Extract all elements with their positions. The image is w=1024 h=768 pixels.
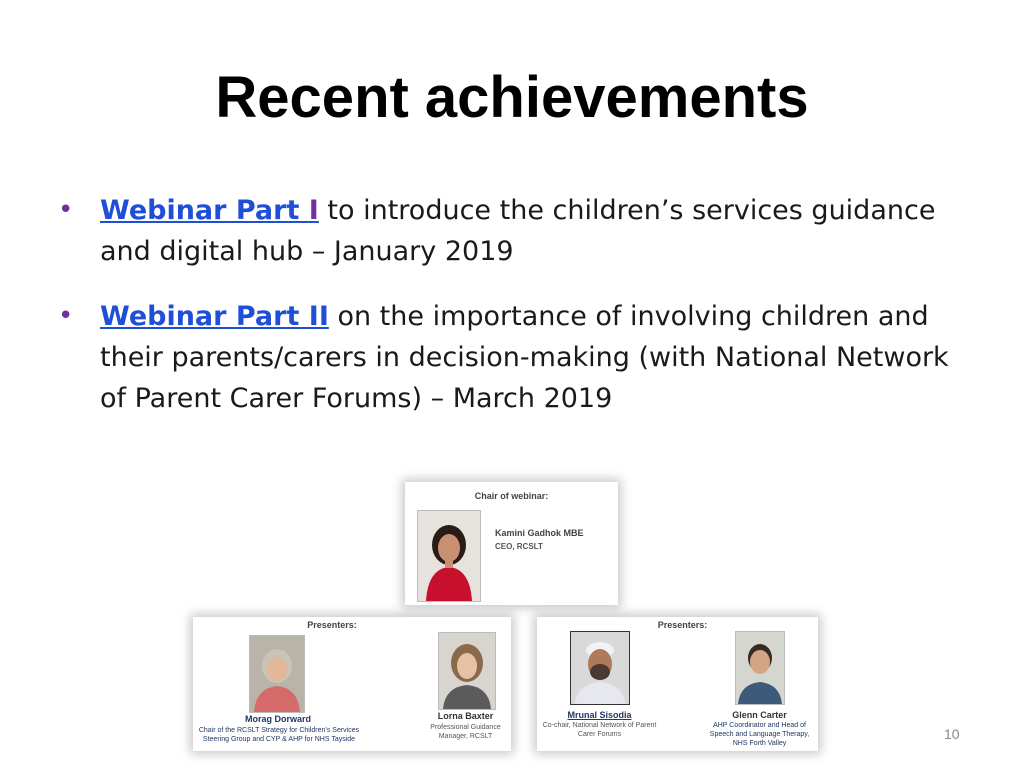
webinar-part-1-link[interactable] — [100, 195, 319, 226]
chair-card — [405, 482, 618, 605]
presenter-role-glenn: AHP Coordinator and Head of Speech and Language Therapy, NHS Forth Valley — [709, 722, 810, 747]
bullet-dot-icon: • — [58, 195, 74, 225]
presenter-name-lorna: Lorna Baxter — [437, 711, 494, 721]
chair-role: CEO, RCSLT — [495, 542, 543, 551]
bullet-text: on the importance of involving children and their parents/carers in decision-making (with National Network of Parent Carer Forums) – March 2019 — [100, 301, 949, 414]
presenter-role-mrunal: Co-chair, National Network of Parent Carer Forums — [542, 722, 657, 738]
presenter-photo-glenn — [735, 631, 785, 705]
link-accent-text: I — [308, 195, 319, 226]
webinar-part-2-link[interactable] — [100, 301, 329, 332]
presenter-name-glenn: Glenn Carter — [732, 710, 787, 720]
link-text: Webinar Part II — [100, 301, 329, 332]
presenters-card-right — [537, 617, 818, 751]
chair-card-header: Chair of webinar: — [474, 491, 549, 501]
presenter-role-lorna: Professional Guidance Manager, RCSLT — [430, 724, 501, 740]
bullet-item-webinar-2 — [58, 296, 958, 419]
slide-title: Recent achievements — [215, 65, 809, 130]
presenters-card-left — [193, 617, 511, 751]
presenter-role-morag: Chair of the RCSLT Strategy for Children’s Services Steering Group and CYP & AHP for NHS Tayside — [198, 727, 360, 743]
presenter-photo-mrunal — [570, 631, 630, 705]
presenter-photo-lorna — [438, 632, 496, 710]
link-text: Webinar Part — [100, 195, 309, 226]
bullet-text: to introduce the children’s services guidance and digital hub – January 2019 — [100, 195, 936, 267]
bullet-item-webinar-1 — [58, 190, 958, 272]
bullet-dot-icon: • — [58, 301, 74, 331]
presenter-photo-morag — [249, 635, 305, 713]
chair-name: Kamini Gadhok MBE — [495, 528, 584, 538]
presenters-left-header: Presenters: — [307, 620, 357, 630]
chair-photo — [417, 510, 481, 602]
presenters-right-header: Presenters: — [657, 620, 708, 630]
bullet-list — [58, 190, 958, 443]
presenter-name-mrunal: Mrunal Sisodia — [567, 710, 632, 720]
page-number: 10 — [944, 726, 960, 742]
presenter-name-morag: Morag Dorward — [244, 714, 311, 724]
